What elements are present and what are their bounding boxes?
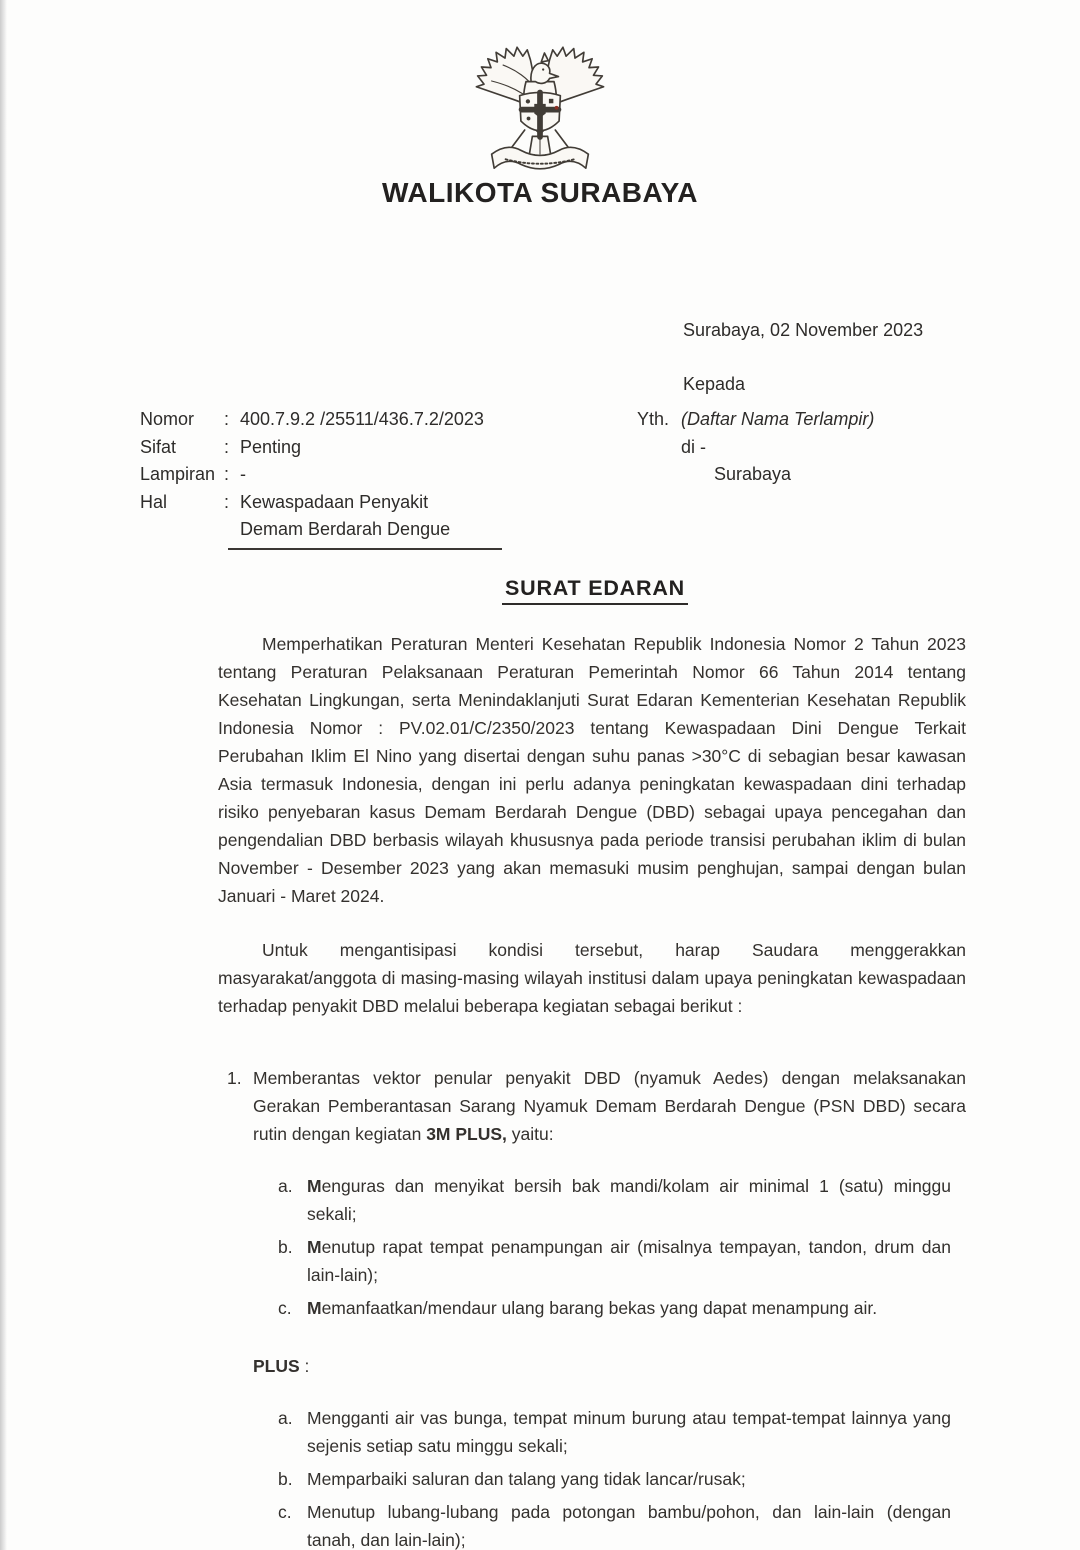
meta-colon: : (224, 436, 230, 457)
meta-value: - (240, 464, 246, 484)
meta-value: Penting (240, 436, 302, 457)
hal-subject-underlined: Demam Berdarah Dengue (228, 516, 502, 550)
list-item-memanfaatkan: c. Memanfaatkan/mendaur ulang barang bekas yang dapat menampung air. (278, 1294, 951, 1322)
letter-body (218, 630, 966, 1550)
list-marker: b. (278, 1469, 293, 1489)
dateline: Surabaya, 02 November 2023 (683, 320, 924, 340)
opening-paragraph: Memperhatikan Peraturan Menteri Kesehatan Republik Indonesia Nomor 2 Tahun 2023 tentang Peraturan Pelaksanaan Peraturan Pemerintah Nomor 66 Tahun 2014 tentang Kesehatan Lingkungan, serta Menindaklanjuti Surat Edaran Kementerian Kesehatan Republik Indonesia Nomor : PV.02.01/C/2350/2023 tentang Kewaspadaan Dini Dengue Terkait Perubahan Iklim El Nino yang disertai dengan suhu panas >30°C di sebagian besar kawasan Asia termasuk Indonesia, dengan ini perlu adanya peningkatan kewaspadaan dini terhadap risiko penyebaran kasus Demam Berdarah Dengue (DBD) sebagai upaya pencegahan dan pengendalian DBD berbasis wilayah khususnya pada periode transisi perubahan iklim di bulan November - Desember 2023 yang akan memasuki musim penghujan, sampai dengan bulan Januari - Maret 2024. (218, 634, 966, 906)
list-item-menguras: a. Menguras dan menyikat bersih bak mandi/kolam air minimal 1 (satu) minggu sekali; (278, 1172, 951, 1228)
meta-label: Lampiran (140, 464, 216, 484)
meta-row-hal-line2 (140, 516, 502, 550)
meta-row-lampiran (140, 461, 502, 489)
list-marker: a. (278, 1176, 293, 1196)
meta-colon: : (224, 464, 230, 484)
list-marker: b. (278, 1237, 293, 1257)
plus-list (218, 1404, 966, 1550)
recipient-di: di - (681, 436, 707, 457)
second-paragraph: Untuk mengantisipasi kondisi tersebut, harap Saudara menggerakkan masyarakat/anggota di masing-masing wilayah institusi dalam upaya peningkatan kewaspadaan terhadap penyakit DBD melalui beberapa kegiatan sebagai berikut : (218, 940, 966, 1016)
list-marker: 1. (227, 1068, 242, 1088)
meta-label: Sifat (140, 436, 177, 457)
meta-colon: : (224, 491, 230, 512)
letterhead-title: WALIKOTA SURABAYA (381, 177, 698, 208)
meta-row-sifat (140, 434, 502, 462)
three-m-list (218, 1172, 966, 1322)
list-marker: a. (278, 1408, 293, 1428)
meta-colon: : (224, 409, 230, 429)
kepada-label: Kepada (683, 374, 746, 394)
letter-meta-block (140, 406, 502, 550)
numbered-item-1-text: Memberantas vektor penular penyakit DBD (nyamuk Aedes) dengan melaksanakan Gerakan Pemberantasan Sarang Nyamuk Demam Berdarah Dengue (PSN DBD) secara rutin dengan kegiatan 3M PLUS, yaitu: (253, 1068, 966, 1144)
plus-heading: PLUS : (253, 1356, 310, 1376)
meta-label: Hal (140, 491, 168, 512)
garuda-pancasila-emblem (470, 42, 610, 176)
plus-item-b: b. Memparbaiki saluran dan talang yang tidak lancar/rusak; (278, 1465, 951, 1493)
list-marker: c. (278, 1502, 292, 1522)
yth-label: Yth. (637, 409, 670, 429)
meta-value: 400.7.9.2 /25511/436.7.2/2023 (240, 409, 484, 429)
list-item-menutup: b. Menutup rapat tempat penampungan air (misalnya tempayan, tandon, drum dan lain-lain); (278, 1233, 951, 1289)
list-marker: c. (278, 1298, 292, 1318)
plus-item-c: c. Menutup lubang-lubang pada potongan bambu/pohon, dan lain-lain (dengan tanah, dan lain-lain); (278, 1498, 951, 1550)
recipient-name: (Daftar Nama Terlampir) (681, 409, 875, 429)
numbered-item-1 (218, 1064, 966, 1148)
document-title: SURAT EDARAN (225, 576, 965, 601)
meta-row-hal (140, 489, 502, 517)
meta-label: Nomor (140, 409, 195, 429)
meta-value: Kewaspadaan Penyakit (240, 491, 429, 512)
scan-edge-strip (0, 0, 7, 1550)
recipient-city: Surabaya (714, 464, 792, 484)
garuda-icon (470, 42, 610, 176)
plus-item-a: a. Mengganti air vas bunga, tempat minum burung atau tempat-tempat lainnya yang sejenis setiap satu minggu sekali; (278, 1404, 951, 1460)
meta-row-nomor (140, 406, 502, 434)
recipient-block (637, 406, 874, 489)
